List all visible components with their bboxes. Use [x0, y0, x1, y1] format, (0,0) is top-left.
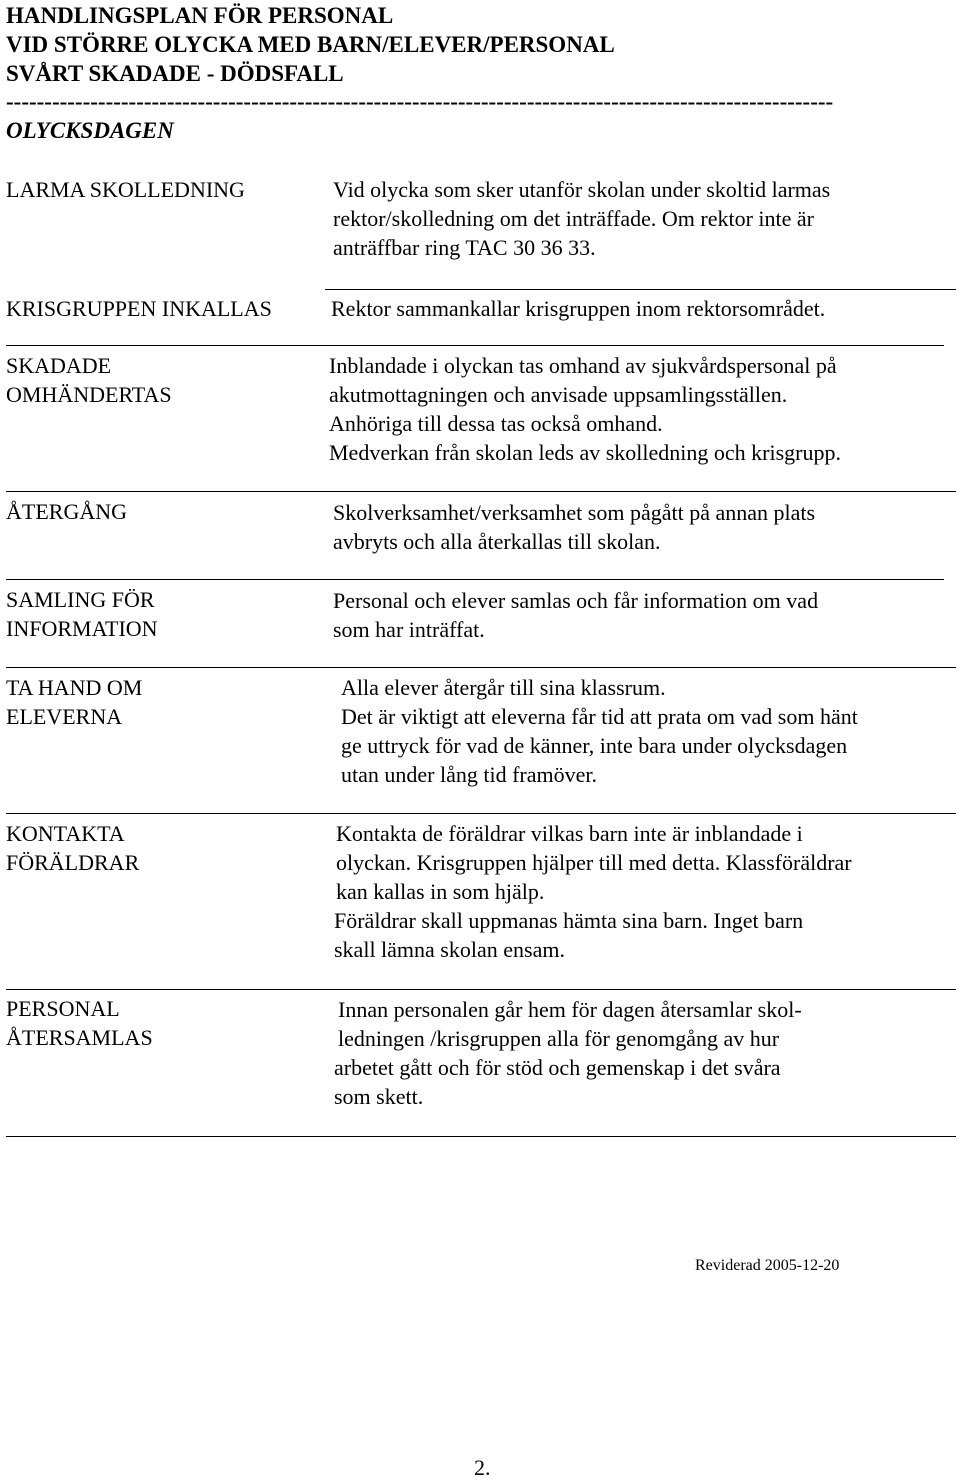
text-personal-line-4: som skett. — [334, 1084, 424, 1109]
text-samling-line-1: Personal och elever samlas och får information om vad — [333, 588, 819, 613]
page-number: 2. — [474, 1455, 491, 1480]
label-krisgruppen-inkallas: KRISGRUPPEN INKALLAS — [6, 296, 272, 321]
text-larma-line-2: rektor/skolledning om det inträffade. Om rektor inte är — [333, 206, 815, 231]
text-kontakta-line-2: olyckan. Krisgruppen hjälper till med detta. Klassföräldrar — [336, 850, 852, 875]
dashed-separator: ------------------------------------------------------------------------------------------------------------ — [6, 89, 834, 114]
label-atersamlas: ÅTERSAMLAS — [6, 1025, 153, 1050]
divider-2 — [6, 345, 944, 346]
label-eleverna: ELEVERNA — [6, 704, 123, 729]
divider-1 — [325, 289, 956, 290]
text-kontakta-line-3: kan kallas in som hjälp. — [336, 879, 545, 904]
text-kontakta-line-1: Kontakta de föräldrar vilkas barn inte är inblandade i — [336, 821, 803, 846]
divider-8 — [6, 1136, 956, 1137]
text-skadade-line-4: Medverkan från skolan leds av skolledning och krisgrupp. — [329, 440, 841, 465]
divider-6 — [6, 813, 956, 814]
text-skadade-line-3: Anhöriga till dessa tas också omhand. — [329, 411, 663, 436]
divider-5 — [6, 667, 956, 668]
title-line-1: HANDLINGSPLAN FÖR PERSONAL — [6, 3, 394, 28]
text-elever-line-4: utan under lång tid framöver. — [341, 762, 597, 787]
divider-7 — [6, 989, 956, 990]
label-information: INFORMATION — [6, 616, 158, 641]
title-line-2: VID STÖRRE OLYCKA MED BARN/ELEVER/PERSONAL — [6, 32, 615, 57]
text-personal-line-2: ledningen /krisgruppen alla för genomgång av hur — [338, 1026, 780, 1051]
label-ta-hand-om: TA HAND OM — [6, 675, 143, 700]
divider-3 — [6, 491, 956, 492]
text-samling-line-2: som har inträffat. — [333, 617, 485, 642]
text-atergang-line-2: avbryts och alla återkallas till skolan. — [333, 529, 661, 554]
text-larma-line-1: Vid olycka som sker utanför skolan under skoltid larmas — [333, 177, 831, 202]
text-krisgruppen-line-1: Rektor sammankallar krisgruppen inom rektorsområdet. — [331, 296, 826, 321]
text-skadade-line-1: Inblandade i olyckan tas omhand av sjukvårdspersonal på — [329, 353, 837, 378]
text-kontakta-line-5: skall lämna skolan ensam. — [334, 937, 565, 962]
label-atergang: ÅTERGÅNG — [6, 499, 127, 524]
text-personal-line-1: Innan personalen går hem för dagen återsamlar skol- — [338, 997, 802, 1022]
label-larma-skolledning: LARMA SKOLLEDNING — [6, 177, 245, 202]
label-samling-for: SAMLING FÖR — [6, 587, 155, 612]
label-kontakta: KONTAKTA — [6, 821, 125, 846]
text-atergang-line-1: Skolverksamhet/verksamhet som pågått på annan plats — [333, 500, 816, 525]
label-foraldrar: FÖRÄLDRAR — [6, 850, 140, 875]
text-larma-line-3: anträffbar ring TAC 30 36 33. — [333, 235, 596, 260]
text-kontakta-line-4: Föräldrar skall uppmanas hämta sina barn. Inget barn — [334, 908, 804, 933]
revision-date: Reviderad 2005-12-20 — [695, 1257, 840, 1274]
subtitle-olycksdagen: OLYCKSDAGEN — [6, 118, 174, 143]
divider-4 — [6, 579, 944, 580]
label-personal: PERSONAL — [6, 996, 120, 1021]
text-skadade-line-2: akutmottagningen och anvisade uppsamlingsställen. — [329, 382, 788, 407]
title-line-3: SVÅRT SKADADE - DÖDSFALL — [6, 61, 344, 86]
text-personal-line-3: arbetet gått och för stöd och gemenskap i det svåra — [334, 1055, 781, 1080]
text-elever-line-3: ge uttryck för vad de känner, inte bara under olycksdagen — [341, 733, 848, 758]
label-omhandertas: OMHÄNDERTAS — [6, 382, 172, 407]
text-elever-line-2: Det är viktigt att eleverna får tid att prata om vad som hänt — [341, 704, 858, 729]
label-skadade: SKADADE — [6, 353, 112, 378]
text-elever-line-1: Alla elever återgår till sina klassrum. — [341, 675, 666, 700]
